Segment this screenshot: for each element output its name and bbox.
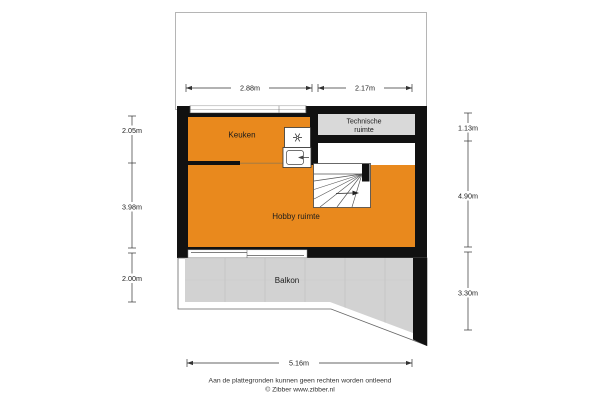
stair-newel: [362, 164, 370, 182]
room-hobby: [188, 165, 415, 247]
dimension-label: 2.00m: [122, 274, 142, 284]
dimension-bottom: [187, 358, 412, 368]
room-label-balcony: Balkon: [274, 276, 300, 285]
room-label-hobby: Hobby ruimte: [272, 212, 320, 221]
room-label-technical-line2: ruimte: [354, 127, 374, 134]
dimension-label: 1.13m: [458, 123, 478, 133]
lot-outline: [176, 13, 427, 110]
kitchen-fixtures: [283, 128, 311, 168]
dimension-label: 3.98m: [122, 202, 142, 212]
stairs-winder: [314, 164, 371, 208]
room-label-technical-line1: Technische: [346, 118, 382, 126]
stair-direction-line: [336, 193, 353, 194]
balcony: [178, 258, 427, 346]
dimension-left: [113, 116, 152, 302]
dimension-label: 2.17m: [355, 83, 375, 93]
dimension-label: 4.90m: [458, 191, 478, 201]
dimension-right: [449, 113, 488, 330]
kitchen-window: [190, 106, 306, 113]
balcony-sliding-door: [188, 250, 307, 258]
dimension-label: 2.05m: [122, 126, 142, 136]
dimension-label: 5.16m: [289, 358, 309, 368]
footer-credit: © Zibber www.zibber.nl: [265, 386, 335, 394]
dimension-label: 2.88m: [240, 83, 260, 93]
footer-disclaimer: Aan de plattegronden kunnen geen rechten worden ontleend: [208, 377, 392, 385]
door-frame: [188, 250, 307, 258]
dimension-label: 3.30m: [458, 288, 478, 298]
dimension-top: [186, 83, 412, 93]
stove-center: [296, 136, 298, 138]
room-label-kitchen: Keuken: [228, 130, 256, 140]
balcony-right-wall: [413, 258, 427, 346]
